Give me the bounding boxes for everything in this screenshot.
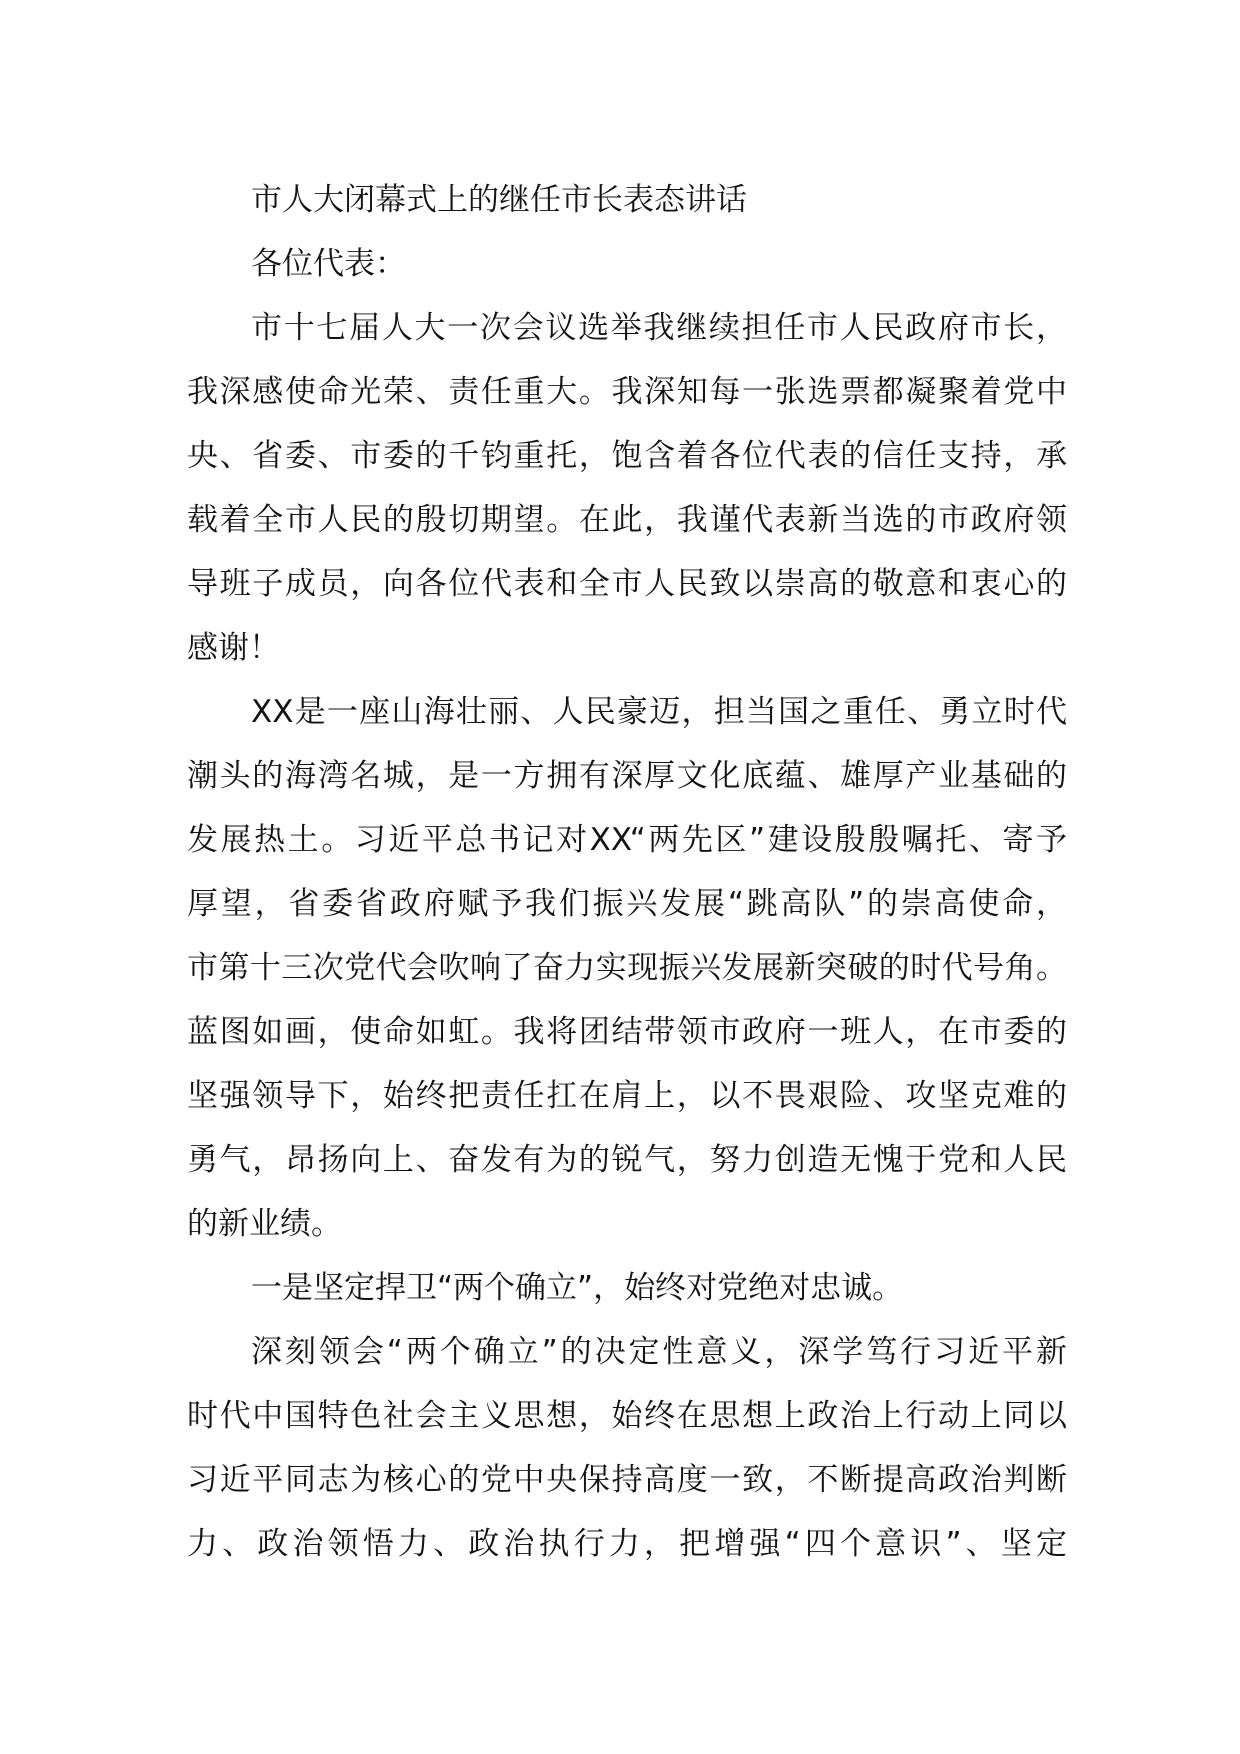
paragraph-line: 发展热土。习近平总书记对XX“两先区”建设殷殷嘱托、寄予: [187, 822, 1067, 858]
paragraph-line: 市第十三次党代会吹响了奋力实现振兴发展新突破的时代号角。: [187, 950, 1067, 986]
paragraph-line: 蓝图如画，使命如虹。我将团结带领市政府一班人，在市委的: [187, 1014, 1067, 1050]
paragraph-line: 的新业绩。: [187, 1206, 342, 1242]
paragraph-line: 载着全市人民的殷切期望。在此，我谨代表新当选的市政府领: [187, 502, 1067, 538]
paragraph-line: 坚强领导下，始终把责任扛在肩上，以不畏艰险、攻坚克难的: [187, 1078, 1067, 1114]
salutation: 各位代表：: [251, 246, 406, 282]
document-body: [187, 168, 1067, 1576]
paragraph-line: 时代中国特色社会主义思想，始终在思想上政治上行动上同以: [187, 1398, 1067, 1434]
paragraph-line: 力、政治领悟力、政治执行力，把增强“四个意识”、坚定: [187, 1526, 1067, 1562]
paragraph-line: 厚望，省委省政府赋予我们振兴发展“跳高队”的崇高使命，: [187, 886, 1067, 922]
document-title: 市人大闭幕式上的继任市长表态讲话: [251, 182, 747, 218]
paragraph-line: 我深感使命光荣、责任重大。我深知每一张选票都凝聚着党中: [187, 374, 1067, 410]
section-heading: 一是坚定捍卫“两个确立”，始终对党绝对忠诚。: [251, 1270, 904, 1306]
paragraph-line: 市十七届人大一次会议选举我继续担任市人民政府市长，: [251, 310, 1067, 346]
paragraph-1: [187, 296, 1067, 680]
paragraph-line: 感谢！: [187, 630, 280, 666]
paragraph-line: 习近平同志为核心的党中央保持高度一致，不断提高政治判断: [187, 1462, 1067, 1498]
paragraph-line: XX是一座山海壮丽、人民豪迈，担当国之重任、勇立时代: [251, 694, 1067, 730]
paragraph-3: [187, 1320, 1067, 1576]
paragraph-line: 深刻领会“两个确立”的决定性意义，深学笃行习近平新: [251, 1334, 1067, 1370]
paragraph-2: [187, 680, 1067, 1256]
paragraph-line: 潮头的海湾名城，是一方拥有深厚文化底蕴、雄厚产业基础的: [187, 758, 1067, 794]
paragraph-line: 央、省委、市委的千钧重托，饱含着各位代表的信任支持，承: [187, 438, 1067, 474]
paragraph-line: 勇气，昂扬向上、奋发有为的锐气，努力创造无愧于党和人民: [187, 1142, 1067, 1178]
paragraph-line: 导班子成员，向各位代表和全市人民致以崇高的敬意和衷心的: [187, 566, 1067, 602]
